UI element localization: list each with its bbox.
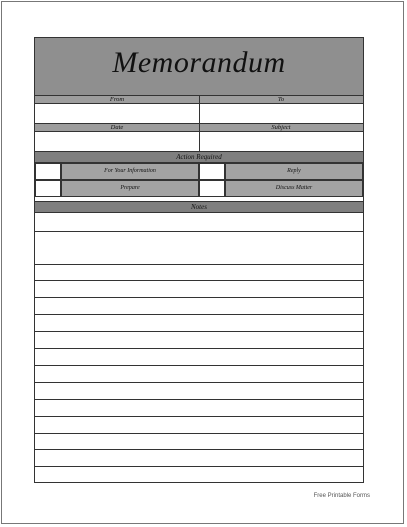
- date-field[interactable]: [35, 132, 199, 151]
- checkbox-fyi[interactable]: [35, 163, 61, 180]
- option-fyi-label: For Your Information: [61, 163, 199, 180]
- note-line: [35, 399, 363, 400]
- option-prepare-label: Prepare: [61, 180, 199, 197]
- option-reply-label: Reply: [225, 163, 363, 180]
- footer-credit: Free Printable Forms: [313, 493, 370, 499]
- to-label: To: [199, 95, 363, 104]
- field-divider: [199, 95, 200, 151]
- checkbox-prepare[interactable]: [35, 180, 61, 197]
- option-discuss-label: Discuss Matter: [225, 180, 363, 197]
- note-line: [35, 382, 363, 383]
- from-field[interactable]: [35, 104, 199, 123]
- checkbox-reply[interactable]: [199, 163, 225, 180]
- memo-form: [34, 37, 364, 483]
- date-label: Date: [35, 123, 199, 132]
- action-required-heading: Action Required: [35, 151, 363, 163]
- note-line: [35, 433, 363, 434]
- to-field[interactable]: [200, 104, 363, 123]
- note-line: [35, 331, 363, 332]
- from-label: From: [35, 95, 199, 104]
- memo-title: Memorandum: [112, 46, 286, 79]
- note-line: [35, 348, 363, 349]
- subject-field[interactable]: [200, 132, 363, 151]
- note-line: [35, 365, 363, 366]
- note-line: [35, 314, 363, 315]
- note-line: [35, 466, 363, 467]
- note-line: [35, 416, 363, 417]
- note-line: [35, 449, 363, 450]
- note-line: [35, 231, 363, 232]
- subject-label: Subject: [199, 123, 363, 132]
- title-band: [35, 38, 363, 96]
- notes-heading: Notes: [35, 201, 363, 213]
- note-line: [35, 280, 363, 281]
- checkbox-discuss[interactable]: [199, 180, 225, 197]
- note-line: [35, 297, 363, 298]
- note-line: [35, 264, 363, 265]
